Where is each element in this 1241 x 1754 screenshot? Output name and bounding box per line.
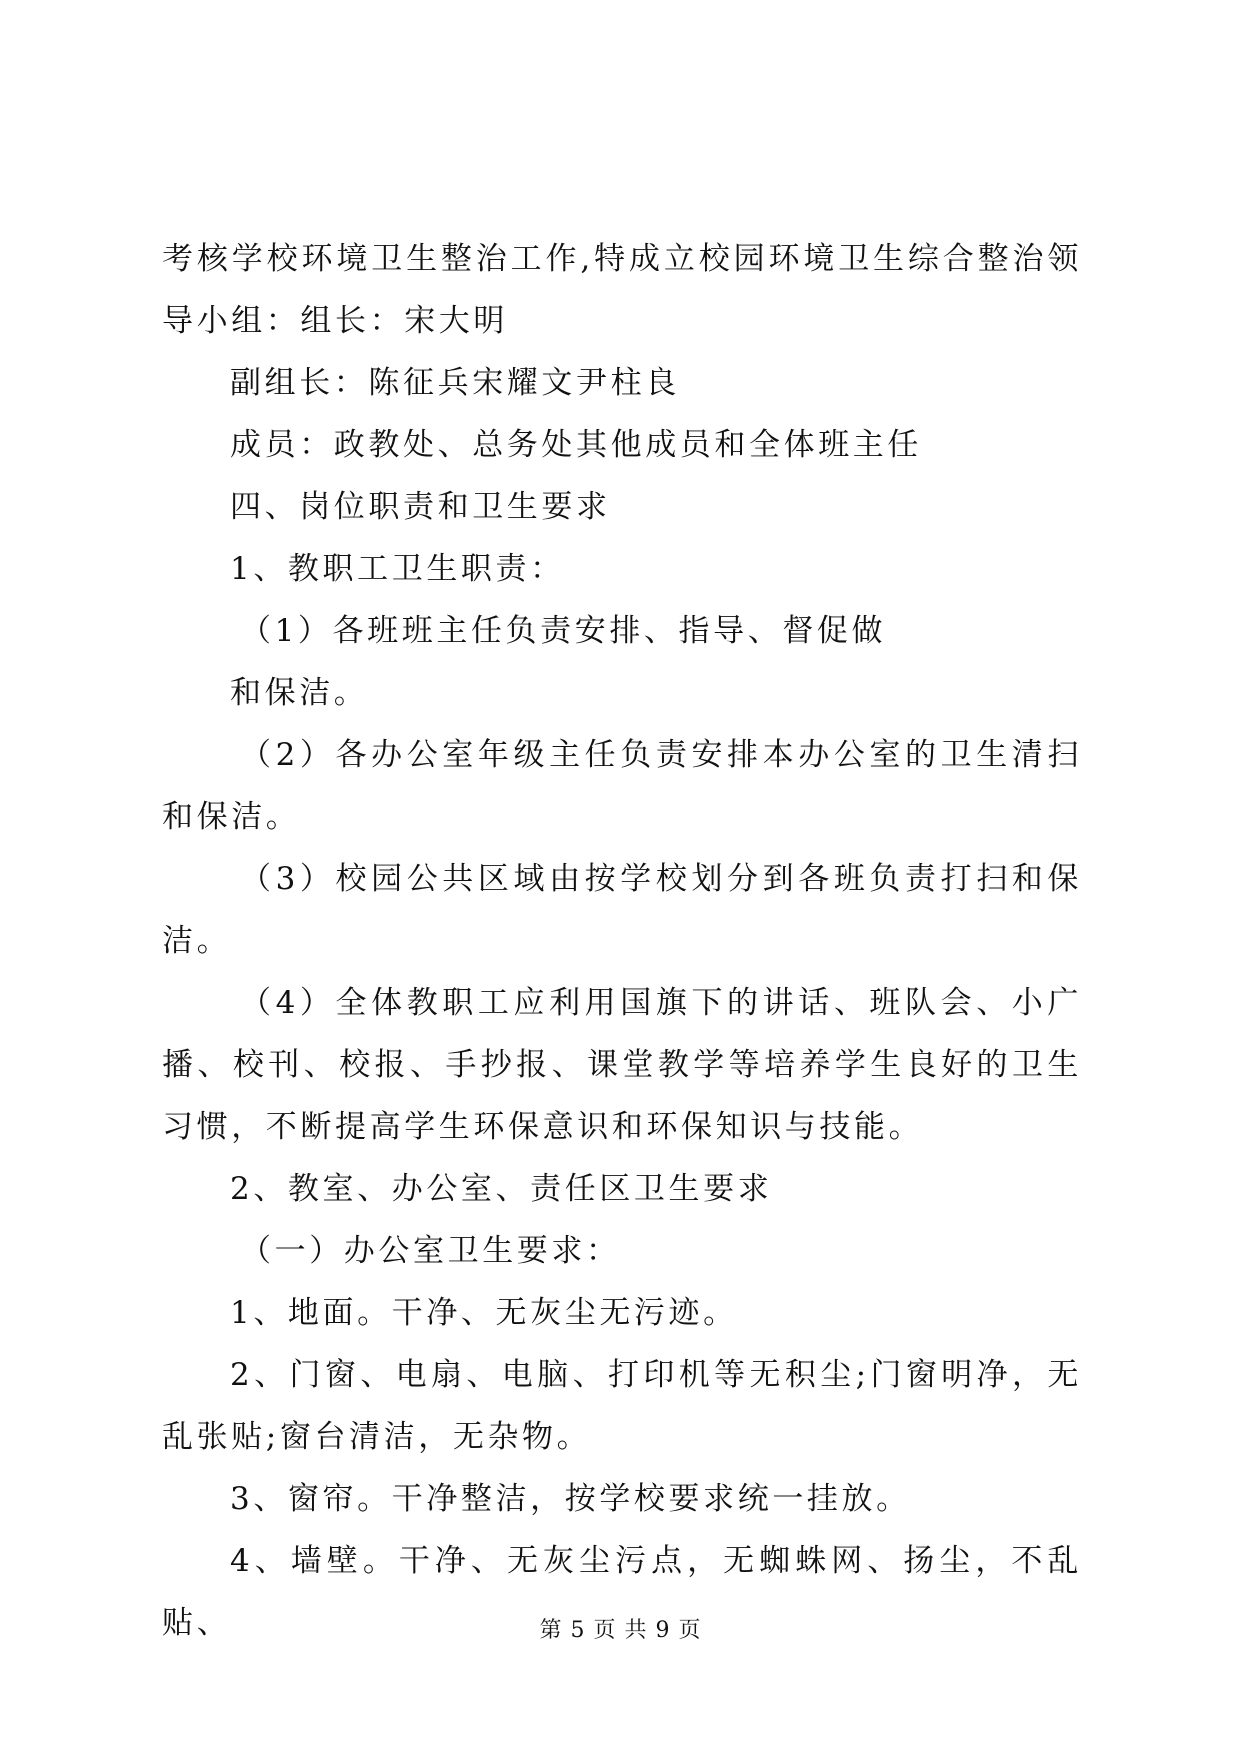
- paragraph-leading-committee: 考核学校环境卫生整治工作,特成立校园环境卫生综合整治领导小组：组长：宋大明: [162, 241, 1082, 339]
- paragraph-hygiene-requirements-title: 2、教室、办公室、责任区卫生要求: [230, 1171, 773, 1207]
- paragraph-item-1: （1）各班班主任负责安排、指导、督促做: [240, 613, 887, 649]
- paragraph-item-1-continued: 和保洁。: [230, 675, 369, 711]
- paragraph-members: 成员：政教处、总务处其他成员和全体班主任: [230, 427, 922, 463]
- section-heading-duties: 四、岗位职责和卫生要求: [230, 489, 611, 525]
- paragraph-item-4: （4）全体教职工应利用国旗下的讲话、班队会、小广播、校刊、校报、手抄报、课堂教学等培养学生良好的卫生习惯，不断提高学生环保意识和环保知识与技能。: [162, 985, 1082, 1145]
- page-number-footer: 第 5 页 共 9 页: [539, 1618, 702, 1643]
- paragraph-office-requirements-title: （一）办公室卫生要求：: [240, 1233, 621, 1269]
- paragraph-curtains: 3、窗帘。干净整洁，按学校要求统一挂放。: [230, 1481, 911, 1517]
- document-body: [162, 228, 1082, 1654]
- paragraph-walls: 4、墙壁。干净、无灰尘污点，无蜘蛛网、扬尘，不乱贴、: [162, 1543, 1082, 1641]
- paragraph-doors-windows: 2、门窗、电扇、电脑、打印机等无积尘;门窗明净，无乱张贴;窗台清洁，无杂物。: [162, 1357, 1082, 1455]
- paragraph-floor: 1、地面。干净、无灰尘无污迹。: [230, 1295, 738, 1331]
- paragraph-item-3: （3）校园公共区域由按学校划分到各班负责打扫和保洁。: [162, 861, 1082, 959]
- paragraph-staff-duties-title: 1、教职工卫生职责：: [230, 551, 565, 587]
- paragraph-item-2: （2）各办公室年级主任负责安排本办公室的卫生清扫和保洁。: [162, 737, 1082, 835]
- paragraph-deputy-leaders: 副组长：陈征兵宋耀文尹柱良: [230, 365, 680, 401]
